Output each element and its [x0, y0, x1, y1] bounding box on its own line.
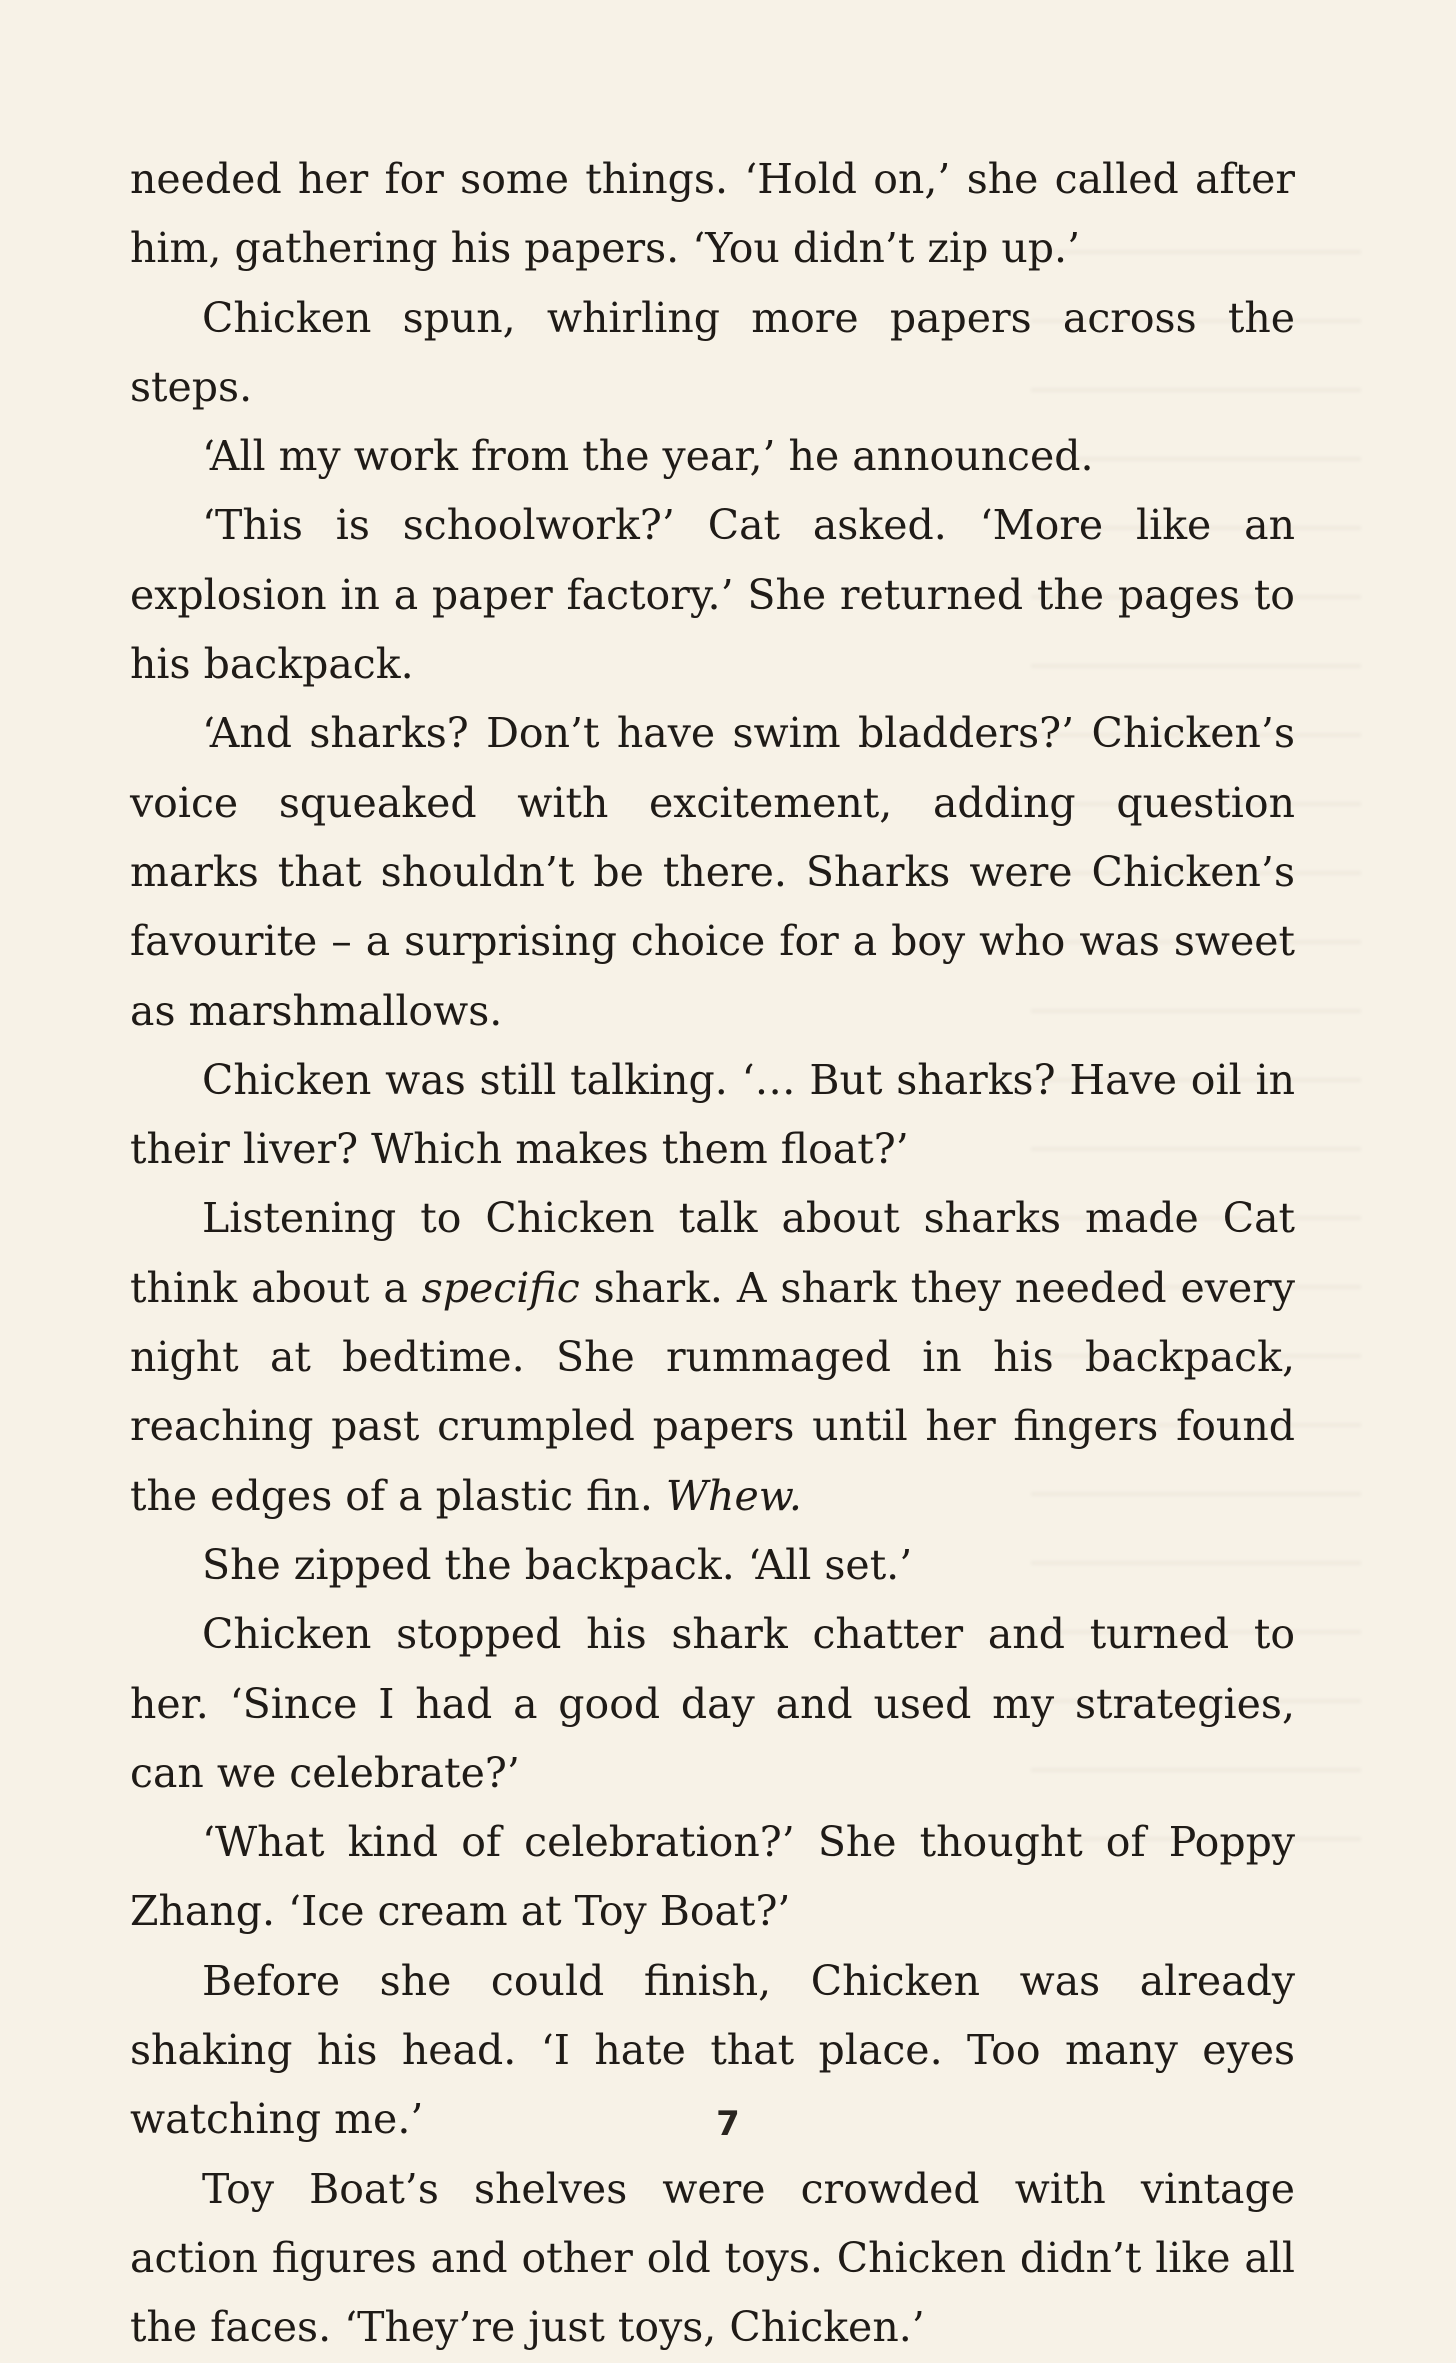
body-text — [130, 145, 1295, 2363]
paragraph — [130, 2155, 1295, 2363]
paragraph — [130, 422, 1295, 491]
paragraph-text: ‘And sharks? Don’t have swim bladders?’ Chicken’s voice squeaked with excitement, adding question marks that shouldn’t be there. Sharks were Chicken’s favourite – a surprising choice for a boy who was sweet as marshmallows. — [130, 709, 1295, 1035]
italic-text: Whew. — [665, 1471, 802, 1520]
paragraph — [130, 284, 1295, 423]
paragraph-text: Before she could finish, Chicken was already shaking his head. ‘I hate that place. Too many eyes watching me.’ — [130, 1956, 1295, 2144]
paragraph — [130, 1531, 1295, 1600]
paragraph-text: shark. A shark they needed every night at bedtime. She rummaged in his backpack, reaching past crumpled papers until her fingers found the edges of a plastic fin. — [130, 1263, 1295, 1520]
paragraph — [130, 491, 1295, 699]
paragraph — [130, 1184, 1295, 1530]
paragraph-text: ‘This is schoolwork?’ Cat asked. ‘More like an explosion in a paper factory.’ She returned the pages to his backpack. — [130, 501, 1295, 689]
paragraph-text: ‘All my work from the year,’ he announced. — [202, 432, 1094, 481]
paragraph-text: Toy Boat’s shelves were crowded with vintage action figures and other old toys. Chicken didn’t like all the faces. ‘They’re just toys, Chicken.’ — [130, 2164, 1295, 2352]
paragraph-text: ‘What kind of celebration?’ She thought of Poppy Zhang. ‘Ice cream at Toy Boat?’ — [130, 1818, 1295, 1936]
paragraph-text: Chicken stopped his shark chatter and turned to her. ‘Since I had a good day and used my strategies, can we celebrate?’ — [130, 1610, 1295, 1797]
page-number: 7 — [716, 2104, 740, 2144]
paragraph — [130, 1046, 1295, 1185]
italic-text: specific — [421, 1263, 580, 1312]
paragraph-text: Chicken was still talking. ‘… But sharks? Have oil in their liver? Which makes them float?’ — [130, 1055, 1295, 1174]
paragraph — [130, 699, 1295, 1045]
paragraph — [130, 1600, 1295, 1808]
paragraph-text: Chicken spun, whirling more papers across the steps. — [130, 293, 1295, 411]
paragraph-text: She zipped the backpack. ‘All set.’ — [202, 1540, 913, 1589]
paragraph-text: Listening to Chicken talk about sharks made Cat think about a — [130, 1194, 1295, 1312]
paragraph-text: needed her for some things. ‘Hold on,’ she called after him, gathering his papers. ‘You didn’t zip up.’ — [130, 155, 1295, 273]
paragraph — [130, 1808, 1295, 1947]
paragraph — [130, 145, 1295, 284]
